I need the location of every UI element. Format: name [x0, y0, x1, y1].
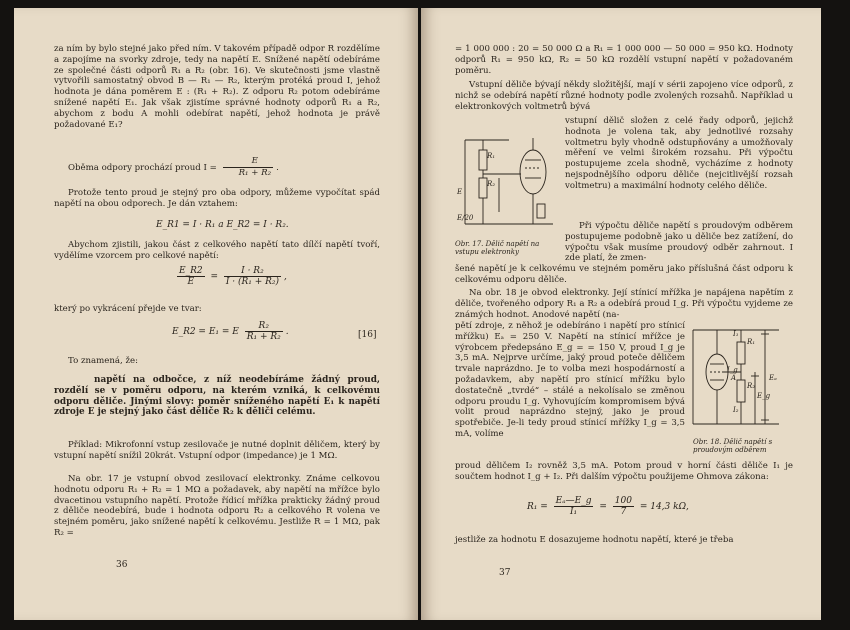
left-equation-2: E_R1 = I · R₁ a E_R2 = I · R₂. — [156, 220, 289, 230]
right-paragraph-3b: šené napětí je k celkovému ve stejném poměru jako příslušná část odporu k celkovému odporu děliče. — [455, 264, 793, 285]
right-paragraph-3a: Při výpočtu děliče napětí s proudovým odběrem postupujeme podobně jako u děliče bez zatížení, do výpočtu však musíme proudový odběr zahrnout. I zde platí, že zmen- — [565, 221, 793, 264]
right-paragraph-5: jestliže za hodnotu E dosazujeme hodnotu napětí, které je třeba — [455, 535, 734, 545]
figure-18-label-r2: R₂ — [747, 382, 756, 390]
right-equation-ohm: R₁ = $\frac{\text{Eₐ—E\_g}}{\text{I₁}}$ = $\frac{100}{7}$ = 14,3 kΩ, — [527, 496, 689, 517]
right-paragraph-4b: pětí zdroje, z něhož je odebíráno i napětí pro stínicí mřížku) Eₐ = 250 V. Napětí na stínicí mřížce je výrobcem předepsáno E_g = = 150 V, proud I_g je 3,5 mA. Nejprve určíme, jaký proud poteče děličem trvale naprázdno. Je to volba mezi hospodárností a požadavkem, aby napětí pro stínicí mřížku bylo dostatečně „tvrdé“ – stálé a nekolísalo se změnou odporu proudu I_g. Vyhovujícím kompromisem bývá volit proud naprázdno stejný, jako je proud spotřebiče. Je-li tedy proud stínicí mřížky I_g = 3,5 mA, volíme — [455, 321, 685, 439]
figure-18-label-r1: R₁ — [747, 338, 756, 346]
right-paragraph-1: = 1 000 000 : 20 = 50 000 Ω a R₁ = 1 000 000 — 50 000 = 950 kΩ. Hodnoty odporů R₁ = 950 kΩ, R₂ = 50 kΩ rozdělí vstupní napětí v požadovaném poměru. — [455, 44, 793, 76]
left-paragraph-4: Abychom zjistili, jakou část z celkového napětí tato dílčí napětí tvoří, vydělíme vzorcem pro celkové napětí: — [54, 240, 380, 261]
right-paragraph-2a: Vstupní děliče bývají někdy složitější, mají v sérii zapojeno více odporů, z nichž se odebírá napětí různé hodnoty podle zvolených rozsahů. Například u elektronkových voltmetrů bývá — [455, 80, 793, 112]
figure-18-label-ig: I_g — [727, 366, 738, 374]
left-page — [14, 8, 418, 620]
figure-17-label-r1: R₁ — [487, 152, 496, 160]
left-bold-rule: napětí na odbočce, z níž neodebíráme žádný proud, rozdělí se v poměru odporu, na kterém vzniká, k celkovému odporu děliče. Jinými slovy: poměr sníženého napětí E₁ k napětí zdroje E je stejný jako část děliče R₂ k děliči celému. — [54, 375, 380, 418]
right-paragraph-4a: Na obr. 18 je obvod elektronky. Její stínicí mřížka je napájena napětím z děliče, tvořeného odpory R₁ a R₂ a odebírá proud I_g. Při výpočtu vyjdeme ze známých hodnot. Anodové napětí (na- — [455, 288, 793, 320]
figure-17-caption: Obr. 17. Dělič napětí na vstupu elektronky — [455, 240, 540, 256]
right-page-number: 37 — [499, 568, 511, 578]
figure-18-label-eg: E_g — [757, 392, 771, 400]
figure-17-label-e: E — [457, 188, 463, 196]
figure-17-label-e20: E/20 — [457, 214, 474, 222]
figure-18-label-i1: I₁ — [733, 330, 739, 338]
right-paragraph-4c: proud děličem I₂ rovněž 3,5 mA. Potom proud v horní části děliče I₁ je součtem hodnot I_g + I₂. Při dalším výpočtu použijeme Ohmova zákona: — [455, 461, 793, 482]
left-equation-number: [16] — [358, 330, 377, 340]
right-page — [421, 8, 821, 620]
left-paragraph-8: Příklad: Mikrofonní vstup zesilovače je nutné doplnit děličem, který by vstupní napětí snížil 20krát. Vstupní odpor (impedance) je 1 MΩ. — [54, 440, 380, 461]
right-paragraph-2b: vstupní dělič složen z celé řady odporů, jejichž hodnota je volena tak, aby jednotlivé rozsahy voltmetru byly vhodně odstupňovány a umožňovaly měření ve velmi širokém rozsahu. Při výpočtu postupujeme zcela shodně, vycházíme z hodnoty nejspodnějšího odporu děliče (nejcitlivější rozsah voltmetru) a maximální hodnoty celého děliče. — [565, 116, 793, 191]
left-equation-3: $\frac{E\_R2}{E}$ = $\frac{\text{I · R₂}}{\text{I · (R₁ + R₂)}}$ , — [179, 266, 287, 287]
left-paragraph-3: Protože tento proud je stejný pro oba odpory, můžeme vypočítat spád napětí na obou odporech. Je dán vztahem: — [54, 188, 380, 209]
left-paragraph-1: za ním by bylo stejné jako před ním. V takovém případě odpor R rozdělíme a zapojíme na svorky zdroje, tedy na napětí E. Snížené napětí odebíráme ze společné části odporů R₁ a R₂ (obr. 16). Ve skutečnosti jsme vlastně vytvořili samostatný obvod B — R₁ — R₂, kterým protéká proud I, jehož hodnota je dána poměrem E : (R₁ + R₂). Z odporu R₂ potom odebíráme snížené napětí E₁. Jak však zjistíme správné hodnoty odporů R₁ a R₂, abychom z bodu A mohli odebírat napětí, jehož hodnota je právě požadované E₁? — [54, 44, 380, 130]
figure-17-label-r2: R₂ — [487, 180, 496, 188]
left-page-number: 36 — [116, 560, 128, 570]
figure-18-label-a: A — [731, 374, 737, 382]
figure-18-caption: Obr. 18. Dělič napětí s proudovým odběrem — [693, 438, 773, 454]
left-paragraph-6: To znamená, že: — [68, 356, 139, 366]
left-paragraph-9: Na obr. 17 je vstupní obvod zesilovací elektronky. Známe celkovou hodnotu odporu R₁ + R₂ = 1 MΩ a požadavek, aby napětí na mřížce bylo dvacetinou vstupního napětí. Protože řídicí mřížka prakticky žádný proud z děliče neodebírá, bude i hodnota odporu R₂ a celkového R volena ve stejném poměru, jako snížené napětí k celkovému. Jestliže R = 1 MΩ, pak R₂ = — [54, 474, 380, 538]
figure-18-label-ea: Eₐ — [769, 374, 777, 382]
figure-18-label-i2: I₂ — [733, 406, 739, 414]
left-current-line: Oběma odpory prochází proud I = $\frac{E}{\text{R₁ + R₂}}$ . — [68, 156, 279, 178]
left-paragraph-5: který po vykrácení přejde ve tvar: — [54, 304, 202, 314]
left-equation-4: E_R2 = E₁ = E $\frac{\text{R₂}}{\text{R₁ + R₂}}$ . — [172, 321, 289, 342]
